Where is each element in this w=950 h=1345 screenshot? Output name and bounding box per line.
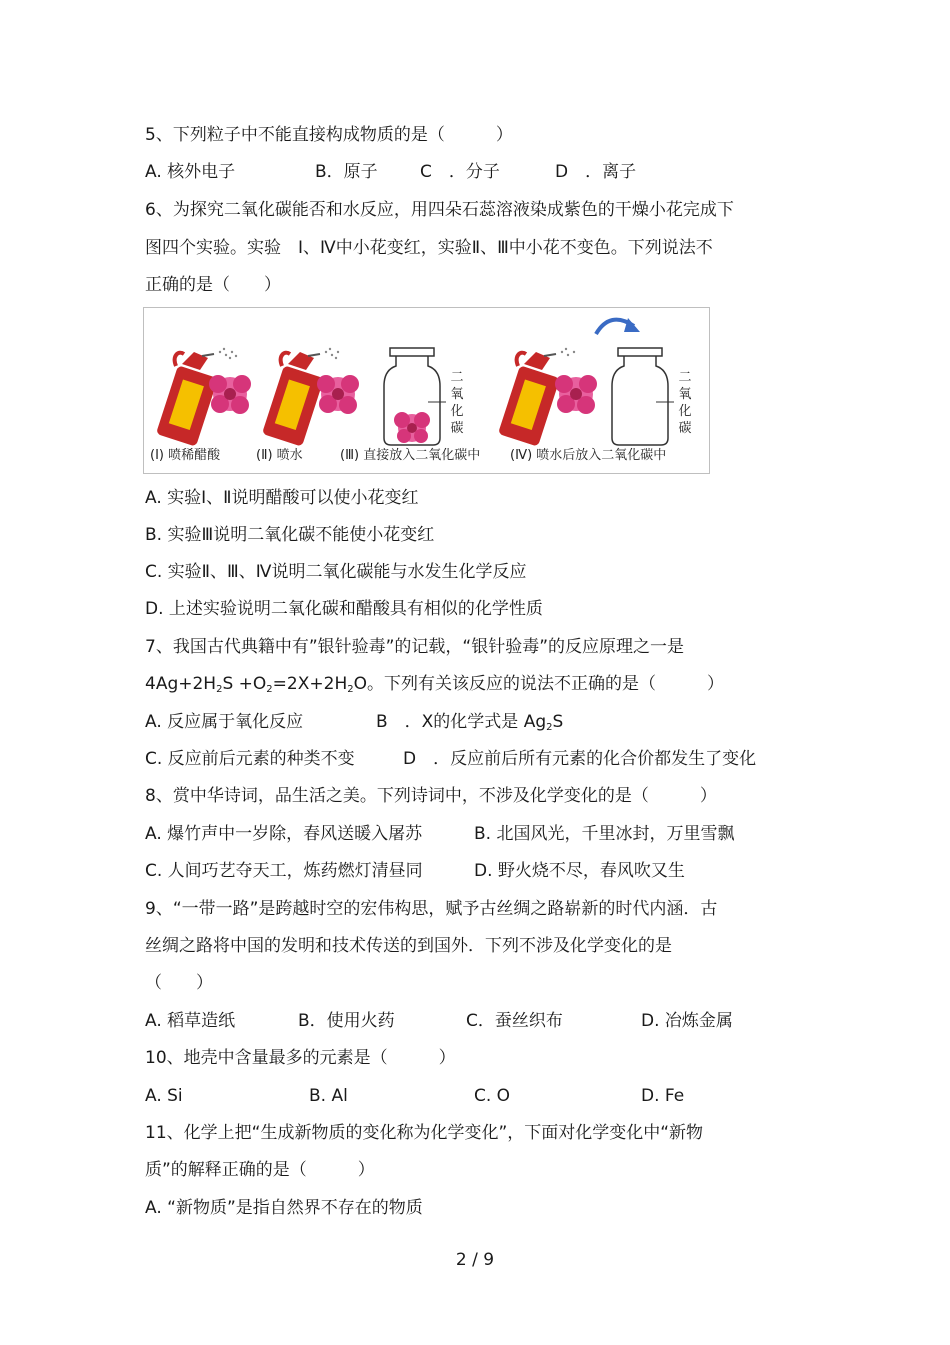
flower-4-icon bbox=[555, 375, 597, 414]
jar-1-label-char-3: 化 bbox=[450, 404, 464, 419]
figure-caption-4: (Ⅳ) 喷水后放入二氧化碳中 bbox=[510, 448, 667, 463]
q8-option-b: B. 北国风光，千里冰封，万里雪飘 bbox=[474, 824, 735, 844]
subscript: 2 bbox=[266, 684, 273, 695]
figure-caption-2: (Ⅱ) 喷水 bbox=[256, 448, 303, 463]
q11-option-a: A. “新物质”是指自然界不存在的物质 bbox=[145, 1198, 423, 1218]
q9-option-b: B．使用火药 bbox=[298, 1011, 395, 1031]
equation-part: 4Ag+2H bbox=[145, 674, 217, 694]
figure-caption-3: (Ⅲ) 直接放入二氧化碳中 bbox=[340, 448, 481, 463]
jar-1-label-char-4: 碳 bbox=[450, 421, 464, 436]
jar-2-label-char-4: 碳 bbox=[678, 421, 692, 436]
q5-option-c: C ．分子 bbox=[420, 162, 500, 182]
q9-option-d: D. 冶炼金属 bbox=[641, 1011, 733, 1031]
jar-1-label-char-1: 二 bbox=[450, 370, 464, 385]
q5-option-d: D ．离子 bbox=[555, 162, 637, 182]
q5-option-b: B．原子 bbox=[315, 162, 378, 182]
q8-option-a: A. 爆竹声中一岁除，春风送暖入屠苏 bbox=[145, 824, 423, 844]
q8-option-d: D. 野火烧不尽，春风吹又生 bbox=[474, 861, 685, 881]
q10-option-d: D. Fe bbox=[641, 1086, 685, 1106]
q9-stem-line-2: 丝绸之路将中国的发明和技术传送的到国外．下列不涉及化学变化的是 bbox=[145, 936, 672, 956]
q9-stem-line-3: （ ） bbox=[145, 973, 213, 993]
flower-1-icon bbox=[209, 375, 251, 414]
page-number: 2 / 9 bbox=[455, 1250, 495, 1270]
q8-option-c: C. 人间巧艺夺天工，炼药燃灯清昼同 bbox=[145, 861, 423, 881]
q7-option-d: D ．反应前后所有元素的化合价都发生了变化 bbox=[403, 749, 757, 769]
subscript: 2 bbox=[347, 684, 354, 695]
q9-option-a: A. 稻草造纸 bbox=[145, 1011, 236, 1031]
q7-option-c: C. 反应前后元素的种类不变 bbox=[145, 749, 355, 769]
gas-jar-2-icon bbox=[612, 348, 668, 445]
equation-part: S +O bbox=[222, 674, 267, 694]
spray-bottle-1-icon bbox=[156, 352, 218, 447]
equation-part: =2X+2H bbox=[272, 674, 348, 694]
q10-option-b: B. Al bbox=[309, 1086, 348, 1106]
q6-stem-line-2: 图四个实验。实验 Ⅰ、Ⅳ中小花变红，实验Ⅱ、Ⅲ中小花不变色。下列说法不 bbox=[145, 238, 713, 258]
jar-1-label-char-2: 氧 bbox=[450, 387, 464, 402]
spray-mist-1-icon bbox=[219, 348, 237, 359]
jar-2-label-char-3: 化 bbox=[678, 404, 692, 419]
q11-stem-line-2: 质”的解释正确的是（ ） bbox=[145, 1160, 375, 1180]
q6-option-a: A. 实验Ⅰ、Ⅱ说明醋酸可以使小花变红 bbox=[145, 488, 419, 508]
q6-option-c: C. 实验Ⅱ、Ⅲ、Ⅳ说明二氧化碳能与水发生化学反应 bbox=[145, 562, 527, 582]
q9-option-c: C．蚕丝织布 bbox=[466, 1011, 563, 1031]
q5-option-a: A. 核外电子 bbox=[145, 162, 236, 182]
q6-stem-line-1: 6、为探究二氧化碳能否和水反应，用四朵石蕊溶液染成紫色的干燥小花完成下 bbox=[145, 200, 734, 220]
q6-option-b: B. 实验Ⅲ说明二氧化碳不能使小花变红 bbox=[145, 525, 435, 545]
equation-part: O。下列有关该反应的说法不正确的是（ ） bbox=[353, 674, 724, 694]
jar-2-label-char-2: 氧 bbox=[678, 387, 692, 402]
q10-stem: 10、地壳中含量最多的元素是（ ） bbox=[145, 1048, 456, 1068]
q6-stem-line-3: 正确的是（ ） bbox=[145, 275, 281, 295]
q7-stem-line-1: 7、我国古代典籍中有”银针验毒”的记载，“银针验毒”的反应原理之一是 bbox=[145, 637, 685, 657]
q7-option-b bbox=[376, 711, 563, 733]
q11-stem-line-1: 11、化学上把“生成新物质的变化称为化学变化”，下面对化学变化中“新物 bbox=[145, 1123, 704, 1143]
spray-bottle-2-icon bbox=[262, 352, 324, 447]
spray-bottle-3-icon bbox=[498, 352, 560, 447]
flower-2-icon bbox=[317, 375, 359, 414]
q5-stem: 5、下列粒子中不能直接构成物质的是（ ） bbox=[145, 125, 513, 145]
q10-option-a: A. Si bbox=[145, 1086, 183, 1106]
q7-option-a: A. 反应属于氧化反应 bbox=[145, 712, 304, 732]
q7-stem-line-2 bbox=[145, 673, 724, 695]
spray-mist-2-icon bbox=[325, 348, 339, 359]
spray-mist-3-icon bbox=[561, 348, 575, 356]
q10-option-c: C. O bbox=[474, 1086, 511, 1106]
q8-stem: 8、赏中华诗词，品生活之美。下列诗词中，不涉及化学变化的是（ ） bbox=[145, 786, 717, 806]
q6-experiment-figure bbox=[143, 307, 710, 474]
subscript: 2 bbox=[216, 684, 223, 695]
q9-stem-line-1: 9、“一带一路”是跨越时空的宏伟构思，赋予古丝绸之路崭新的时代内涵．古 bbox=[145, 899, 718, 919]
option-text: S bbox=[552, 712, 564, 732]
jar-2-label-char-1: 二 bbox=[678, 370, 692, 385]
q6-option-d: D. 上述实验说明二氧化碳和醋酸具有相似的化学性质 bbox=[145, 599, 543, 619]
subscript: 2 bbox=[546, 722, 553, 733]
curved-arrow-icon bbox=[596, 318, 640, 334]
option-text: B ．X的化学式是 Ag bbox=[376, 712, 547, 732]
flower-3-icon bbox=[394, 412, 430, 443]
figure-caption-1: (Ⅰ) 喷稀醋酸 bbox=[150, 448, 221, 463]
